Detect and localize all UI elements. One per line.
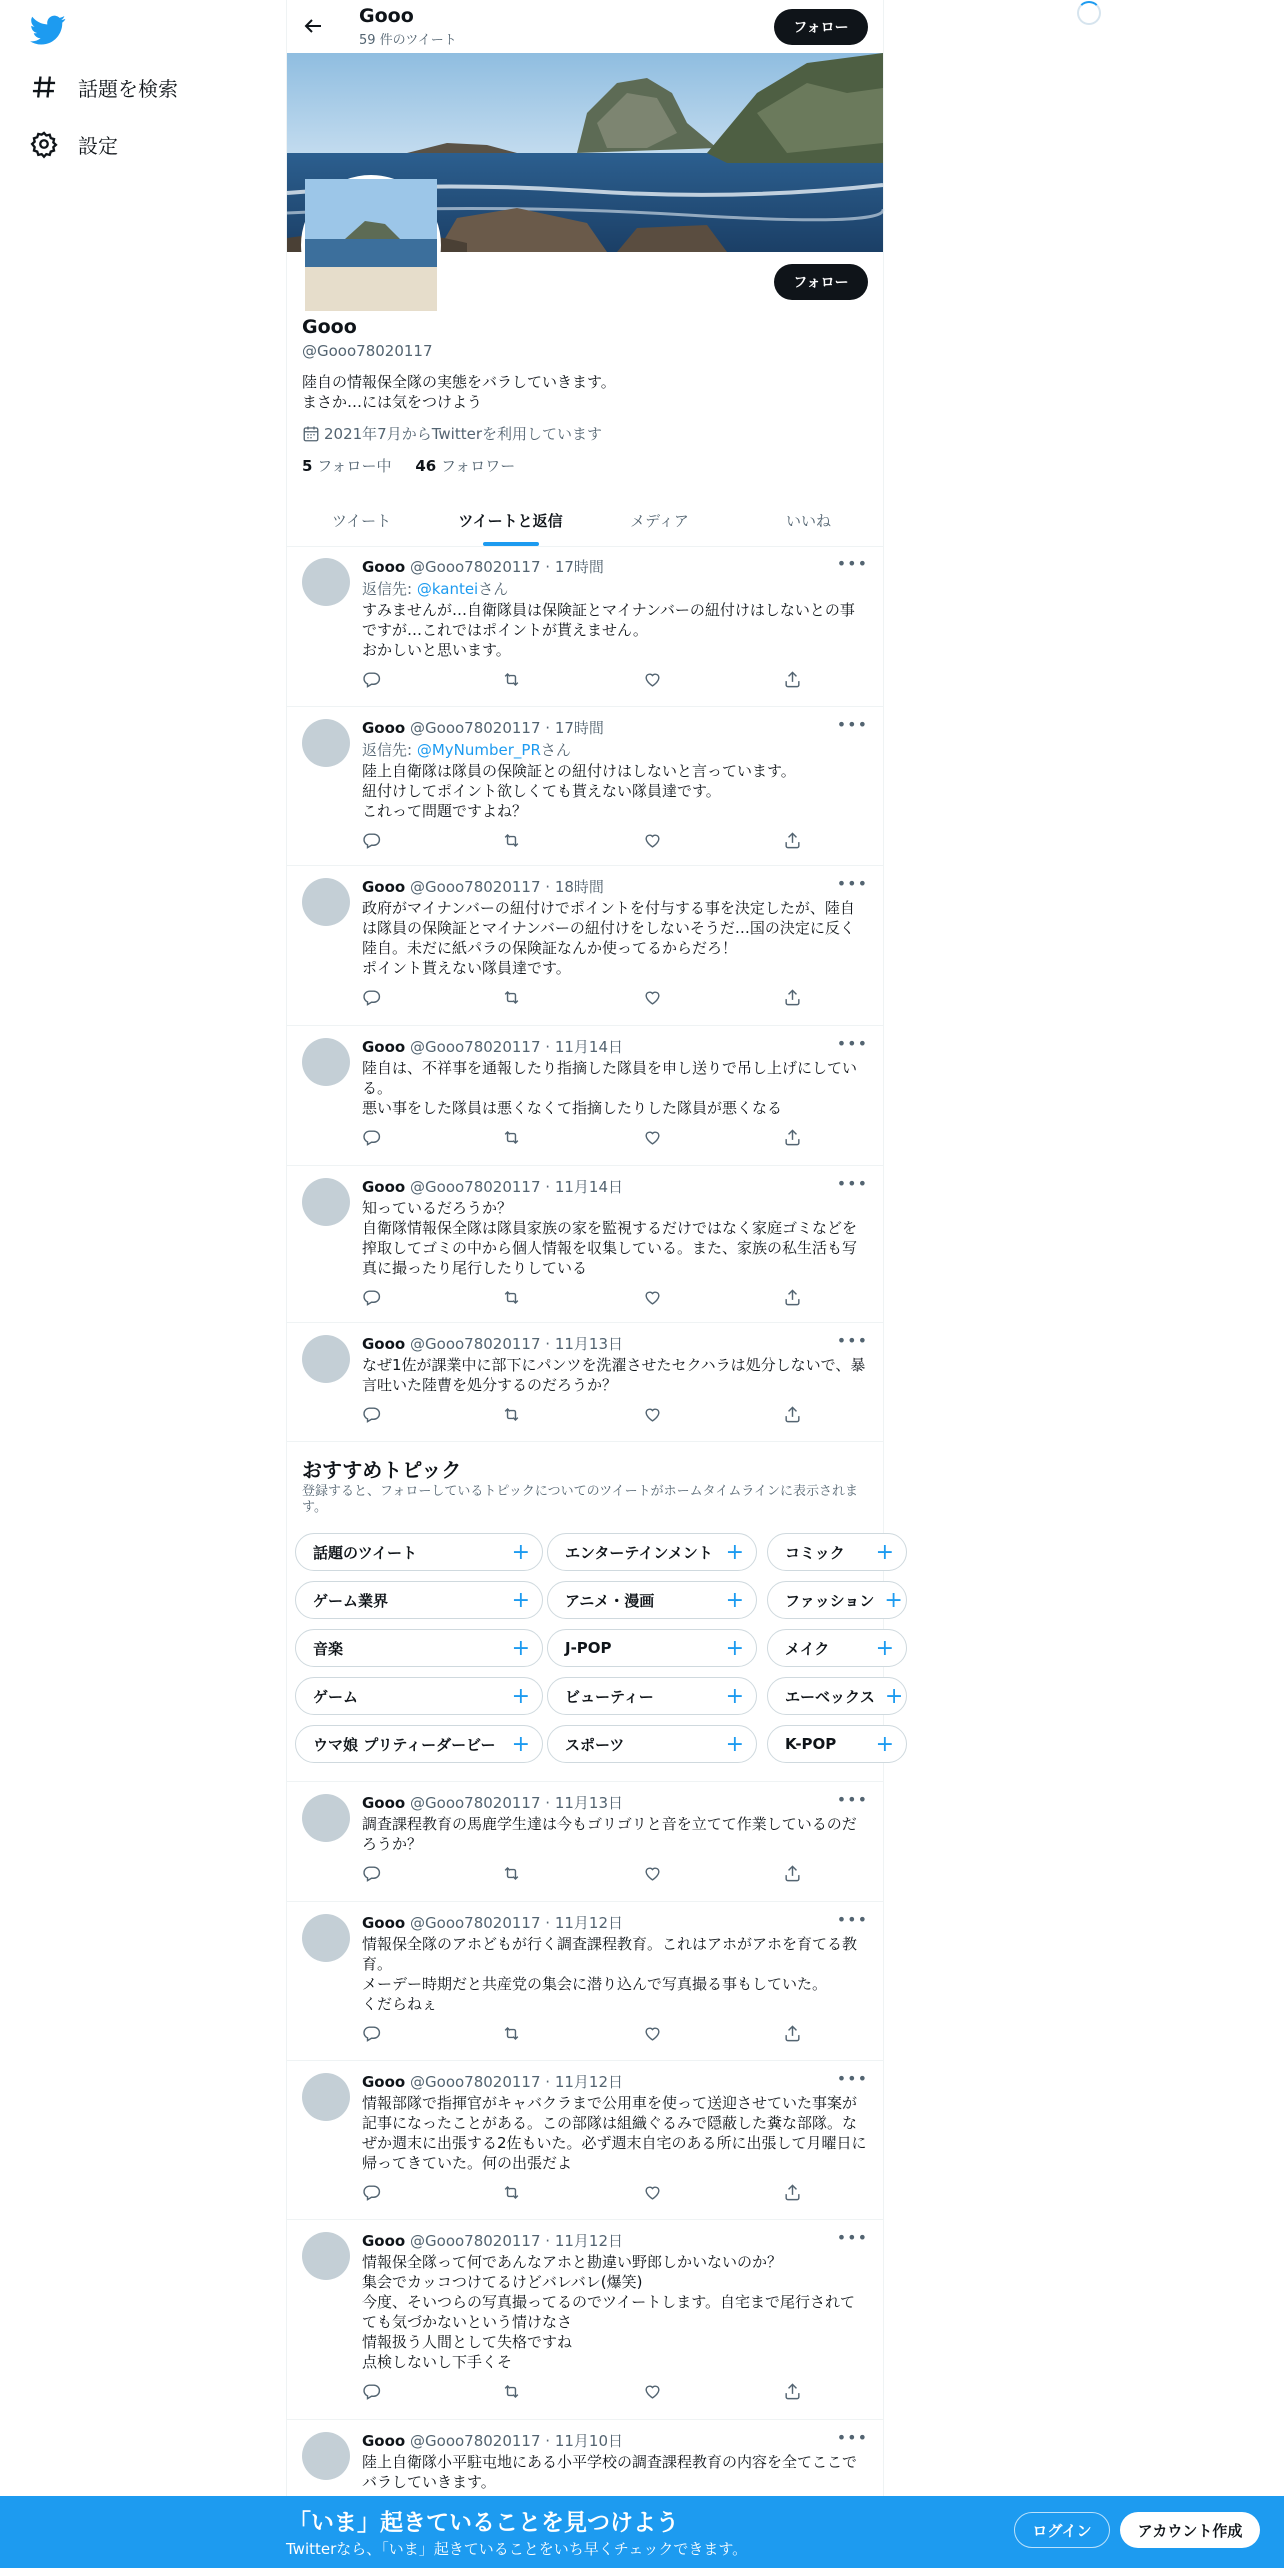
more-options-icon[interactable]: •••	[836, 1910, 868, 1929]
plus-icon[interactable]: +	[725, 1635, 744, 1661]
following-count: 5	[302, 457, 313, 475]
tweet-text-line: 陸上自衛隊は隊員の保険証との紐付けはしないと言っています。	[362, 762, 796, 780]
topic-chip-label: 音楽	[313, 1639, 344, 1658]
plus-icon[interactable]: +	[511, 1731, 530, 1757]
tweet[interactable]	[287, 1323, 883, 1442]
tweet-actions	[362, 2024, 802, 2043]
share-icon[interactable]	[783, 1128, 802, 1147]
tweet-meta[interactable]: @Gooo78020117 · 17時間	[410, 719, 604, 737]
tweet-avatar[interactable]	[302, 878, 350, 926]
tweet-text-line: は隊員の保険証とマイナンバーの紐付けをしないそうだ…国の決定に反く	[362, 919, 855, 937]
joined-text: 2021年7月からTwitterを利用しています	[324, 425, 602, 443]
tweet[interactable]	[287, 1782, 883, 1902]
tweet-text	[362, 1934, 867, 2014]
tweet-text-line: 陸上自衛隊小平駐屯地にある小平学校の調査課程教育の内容を全てここで	[362, 2453, 858, 2471]
tweet-meta[interactable]: @Gooo78020117 · 11月14日	[410, 1178, 623, 1196]
topic-chip-label: メイク	[785, 1639, 830, 1658]
reply-icon[interactable]	[362, 2382, 381, 2401]
avatar-image	[305, 179, 437, 311]
topic-chip-label: コミック	[785, 1543, 845, 1562]
reply-icon[interactable]	[362, 2024, 381, 2043]
tweet-text	[362, 2093, 867, 2173]
tweet-header	[362, 1333, 623, 1354]
topic-chip-label: ファッション	[785, 1591, 875, 1610]
back-arrow-icon[interactable]	[301, 14, 325, 38]
reply-icon[interactable]	[362, 670, 381, 689]
topic-chip[interactable]	[295, 1725, 543, 1763]
topics-subtitle-line: 登録すると、フォローしているトピックについてのツイートがホームタイムラインに表示されま	[302, 1484, 859, 1499]
topic-chip[interactable]	[547, 1533, 757, 1571]
plus-icon[interactable]: +	[725, 1539, 744, 1565]
profile-bio	[302, 372, 616, 412]
tweet-header	[362, 2430, 623, 2451]
tweet-actions	[362, 670, 802, 689]
like-icon[interactable]	[643, 2382, 662, 2401]
plus-icon[interactable]: +	[875, 1731, 894, 1757]
tweet-meta[interactable]: @Gooo78020117 · 11月10日	[410, 2432, 623, 2450]
tweet[interactable]	[287, 1902, 883, 2061]
tweet-author-name[interactable]: Gooo	[362, 1794, 406, 1812]
tweet[interactable]	[287, 1166, 883, 1323]
share-icon[interactable]	[783, 2024, 802, 2043]
tweet-header	[362, 1912, 623, 1933]
nav-explore-label: 話題を検索	[78, 76, 178, 101]
tweet-text-line: ぜか週末に出張する2佐もいた。必ず週末自宅のある所に出張して月曜日に	[362, 2134, 867, 2152]
tweet-author-name[interactable]: Gooo	[362, 2073, 406, 2091]
tweet-header	[362, 1036, 623, 1057]
tweet-text	[362, 1198, 867, 1278]
more-options-icon[interactable]: •••	[836, 2428, 868, 2447]
reply-context	[362, 578, 508, 599]
like-icon[interactable]	[643, 1864, 662, 1883]
topic-chip[interactable]	[295, 1533, 543, 1571]
tweet[interactable]	[287, 546, 883, 707]
retweet-icon[interactable]	[502, 2024, 521, 2043]
tweet-text-line: なぜ1佐が課業中に部下にパンツを洗濯させたセクハラは処分しないで、暴	[362, 1356, 866, 1374]
tweet-meta[interactable]: @Gooo78020117 · 11月12日	[410, 2073, 623, 2091]
tweet-text-line: 情報扱う人間として失格ですね	[362, 2333, 573, 2351]
signup-prompt-bar	[0, 2496, 1284, 2568]
tweet-meta[interactable]: @Gooo78020117 · 11月13日	[410, 1335, 623, 1353]
like-icon[interactable]	[643, 988, 662, 1007]
tweet-meta[interactable]: @Gooo78020117 · 11月14日	[410, 1038, 623, 1056]
topic-chip-label: アニメ・漫画	[565, 1591, 655, 1610]
plus-icon[interactable]: +	[511, 1587, 530, 1613]
profile-tabs	[287, 494, 883, 547]
tweet-text-line: ポイント貰えない隊員達です。	[362, 959, 571, 977]
tweet-text-line: これって問題ですよね？	[362, 802, 528, 820]
topic-chip[interactable]	[767, 1533, 907, 1571]
more-options-icon[interactable]: •••	[836, 874, 868, 893]
plus-icon[interactable]: +	[875, 1635, 894, 1661]
more-options-icon[interactable]: •••	[836, 1331, 868, 1350]
topic-chip[interactable]	[767, 1629, 907, 1667]
reply-icon[interactable]	[362, 1128, 381, 1147]
tweet[interactable]	[287, 866, 883, 1026]
twitter-logo-icon[interactable]	[30, 12, 66, 48]
tweet-header	[362, 2230, 623, 2251]
header-name: Gooo	[359, 5, 414, 27]
reply-prefix: 返信先:	[362, 580, 417, 598]
profile-avatar[interactable]	[301, 175, 441, 315]
reply-icon[interactable]	[362, 1405, 381, 1424]
plus-icon[interactable]: +	[511, 1683, 530, 1709]
calendar-icon	[302, 425, 320, 443]
tweet-text-line: 自衛隊情報保全隊は隊員家族の家を監視するだけではなく家庭ゴミなどを	[362, 1219, 858, 1237]
tweet-text-line: 育。	[362, 1955, 393, 1973]
tweet-author-name[interactable]: Gooo	[362, 1914, 406, 1932]
tweet-text-line: すみませんが…自衛隊員は保険証とマイナンバーの紐付けはしないとの事	[362, 601, 855, 619]
tweet-text-line: 真に撮ったり尾行したりしている	[362, 1259, 588, 1277]
plus-icon[interactable]: +	[725, 1731, 744, 1757]
tweet-text-line: 紐付けしてポイント欲しくても貰えない隊員達です。	[362, 782, 721, 800]
plus-icon[interactable]: +	[875, 1539, 894, 1565]
tweet-author-name[interactable]: Gooo	[362, 1335, 406, 1353]
reply-context	[362, 739, 571, 760]
retweet-icon[interactable]	[502, 988, 521, 1007]
more-options-icon[interactable]: •••	[836, 1174, 868, 1193]
reply-suffix: さん	[478, 580, 509, 598]
reply-icon[interactable]	[362, 1864, 381, 1883]
tweet-avatar[interactable]	[302, 1794, 350, 1842]
retweet-icon[interactable]	[502, 1405, 521, 1424]
hashtag-icon	[30, 73, 58, 101]
followers-count: 46	[415, 457, 437, 475]
tweet-text-line: る。	[362, 1079, 393, 1097]
retweet-icon[interactable]	[502, 1128, 521, 1147]
topic-chip-label: スポーツ	[565, 1735, 625, 1754]
retweet-icon[interactable]	[502, 1864, 521, 1883]
tweet-text-line: 情報保全隊のアホどもが行く調査課程教育。これはアホがアホを育てる教	[362, 1935, 858, 1953]
tweet-actions	[362, 1128, 802, 1147]
topic-chip-label: エーベックス	[785, 1687, 875, 1706]
profile-column	[286, 0, 904, 2568]
tweet-meta[interactable]: @Gooo78020117 · 11月12日	[410, 2232, 623, 2250]
tweet-text-line: 情報部隊で指揮官がキャバクラまで公用車を使って送迎させていた事案が	[362, 2094, 858, 2112]
topic-chip[interactable]	[547, 1677, 757, 1715]
topics-title: おすすめトピック	[302, 1458, 462, 1482]
signup-prompt-subtitle: Twitterなら、「いま」起きていることをいち早くチェックできます。	[286, 2540, 748, 2558]
following-link[interactable]	[302, 457, 391, 475]
more-options-icon[interactable]: •••	[836, 2069, 868, 2088]
follow-stats	[302, 455, 515, 476]
tweet-avatar[interactable]	[302, 2232, 350, 2280]
reply-prefix: 返信先:	[362, 741, 417, 759]
tweet-text	[362, 1355, 867, 1395]
tweet-avatar[interactable]	[302, 1038, 350, 1086]
tab-media[interactable]: メディア	[630, 511, 689, 530]
profile-follow-button[interactable]: フォロー	[774, 264, 868, 300]
tab-tweets[interactable]: ツイート	[331, 511, 392, 530]
tweet-text	[362, 1058, 867, 1118]
topic-chip-label: ウマ娘 プリティーダービー	[313, 1735, 496, 1754]
tweet-meta[interactable]: @Gooo78020117 · 11月13日	[410, 1794, 623, 1812]
tweet-text-line: 言吐いた陸曹を処分するのだろうか？	[362, 1376, 618, 1394]
topic-chip[interactable]	[547, 1629, 757, 1667]
reply-mention-link[interactable]: @kantei	[416, 580, 479, 598]
tweet-header	[362, 2071, 623, 2092]
tweet-text-line: ても気づかないという情けなさ	[362, 2313, 573, 2331]
topic-chip[interactable]	[547, 1581, 757, 1619]
gear-icon	[30, 130, 58, 158]
tweet-text	[362, 2452, 867, 2492]
tweet-meta[interactable]: @Gooo78020117 · 11月12日	[410, 1914, 623, 1932]
reply-icon[interactable]	[362, 831, 381, 850]
tweet-actions	[362, 2382, 802, 2401]
topic-chip-label: K-POP	[785, 1735, 837, 1753]
like-icon[interactable]	[643, 670, 662, 689]
reply-suffix: さん	[540, 741, 571, 759]
tweet-actions	[362, 1288, 802, 1307]
tab-likes[interactable]: いいね	[785, 511, 831, 530]
reply-icon[interactable]	[362, 2183, 381, 2202]
header-tweet-count: 59 件のツイート	[359, 33, 457, 48]
more-options-icon[interactable]: •••	[836, 1034, 868, 1053]
nav-settings[interactable]	[30, 124, 118, 164]
tweet-text-line: 悪い事をした隊員は悪くなくて指摘したりした隊員が悪くなる	[362, 1099, 783, 1117]
tweet-avatar[interactable]	[302, 2432, 350, 2480]
tweet-text	[362, 2252, 867, 2372]
tweet-text-line: 情報保全隊って何であんなアホと勘違い野郎しかいないのか？	[362, 2253, 783, 2271]
tweet[interactable]	[287, 2220, 883, 2420]
tweet-text-line: 陸自。未だに紙パラの保険証なんか使ってるからだろ！	[362, 939, 738, 957]
more-options-icon[interactable]: •••	[836, 715, 868, 734]
plus-icon[interactable]: +	[511, 1635, 530, 1661]
followers-link[interactable]	[415, 457, 515, 475]
topic-chip[interactable]	[767, 1581, 907, 1619]
tweet[interactable]	[287, 707, 883, 866]
retweet-icon[interactable]	[502, 831, 521, 850]
login-button[interactable]: ログイン	[1014, 2512, 1110, 2548]
topic-chip-label: ビューティー	[565, 1687, 654, 1706]
tweet-header	[362, 556, 604, 577]
tweet-header	[362, 717, 604, 738]
following-label: フォロー中	[317, 457, 392, 475]
share-icon[interactable]	[783, 988, 802, 1007]
topic-chip-label: エンターテインメント	[565, 1543, 713, 1562]
tweet-text-line: 帰ってきていた。何の出張だよ	[362, 2154, 573, 2172]
more-options-icon[interactable]: •••	[836, 1790, 868, 1809]
more-options-icon[interactable]: •••	[836, 2228, 868, 2247]
share-icon[interactable]	[783, 670, 802, 689]
topic-chip-label: ゲーム業界	[313, 1591, 389, 1610]
tweet-author-name[interactable]: Gooo	[362, 2432, 406, 2450]
retweet-icon[interactable]	[502, 2382, 521, 2401]
topics-subtitle	[302, 1484, 872, 1516]
retweet-icon[interactable]	[502, 1288, 521, 1307]
tweet-actions	[362, 988, 802, 1007]
tweet-text-line: 調査課程教育の馬鹿学生達は今もゴリゴリと音を立てて作業しているのだ	[362, 1815, 857, 1833]
header-follow-button[interactable]: フォロー	[774, 9, 868, 45]
share-icon[interactable]	[783, 1288, 802, 1307]
topic-chip-label: 話題のツイート	[313, 1543, 417, 1562]
tweet-text-line: 政府がマイナンバーの紐付けでポイントを付与する事を決定したが、陸自	[362, 899, 855, 917]
tweet-avatar[interactable]	[302, 558, 350, 606]
tweet-text	[362, 600, 867, 660]
nav-explore[interactable]	[30, 67, 178, 107]
tweet-avatar[interactable]	[302, 1178, 350, 1226]
share-icon[interactable]	[783, 2382, 802, 2401]
tweet-text	[362, 1814, 867, 1854]
bio-line: 陸自の情報保全隊の実態をバラしていきます。	[302, 373, 616, 391]
topic-chip-label: ゲーム	[313, 1687, 359, 1706]
tweet-author-name[interactable]: Gooo	[362, 878, 406, 896]
reply-icon[interactable]	[362, 988, 381, 1007]
tweet-text-line: ですが…これではポイントが貰えません。	[362, 621, 648, 639]
tweet-author-name[interactable]: Gooo	[362, 1178, 406, 1196]
retweet-icon[interactable]	[502, 670, 521, 689]
tweet-avatar[interactable]	[302, 1914, 350, 1962]
share-icon[interactable]	[783, 2183, 802, 2202]
tweet-text-line: バラしていきます。	[362, 2473, 496, 2491]
tweet-actions	[362, 1405, 802, 1424]
tweet-text-line: 記事になったことがある。この部隊は組織ぐるみで隠蔽した糞な部隊。な	[362, 2114, 858, 2132]
tweet[interactable]	[287, 2061, 883, 2220]
tweet-header	[362, 1792, 623, 1813]
profile-handle: @Gooo78020117	[302, 342, 433, 360]
more-options-icon[interactable]: •••	[836, 554, 868, 573]
tweet-meta[interactable]: @Gooo78020117 · 17時間	[410, 558, 604, 576]
tweet[interactable]	[287, 1026, 883, 1166]
plus-icon[interactable]: +	[884, 1587, 903, 1613]
tweet-text	[362, 761, 867, 821]
tweet-author-name[interactable]: Gooo	[362, 719, 406, 737]
tweet-text-line: 陸自は、不祥事を通報したり指摘した隊員を申し送りで吊し上げにしてい	[362, 1059, 858, 1077]
share-icon[interactable]	[783, 1405, 802, 1424]
left-navigation	[0, 0, 286, 2568]
topics-subtitle-line: す。	[302, 1500, 327, 1515]
profile-joined	[302, 423, 602, 444]
tweet-text-line: おかしいと思います。	[362, 641, 511, 659]
tweet-text-line: くだらねぇ	[362, 1995, 438, 2013]
tweet-text-line: 今度、そいつらの写真撮ってるのでツイートします。自宅まで尾行されて	[362, 2293, 856, 2311]
tweet-actions	[362, 831, 802, 850]
loading-spinner-icon	[1077, 1, 1101, 25]
plus-icon[interactable]: +	[511, 1539, 530, 1565]
tweet-header	[362, 1176, 623, 1197]
tweet-meta[interactable]: @Gooo78020117 · 18時間	[410, 878, 604, 896]
tweet-author-name[interactable]: Gooo	[362, 2232, 406, 2250]
tweet-avatar[interactable]	[302, 1335, 350, 1383]
plus-icon[interactable]: +	[884, 1683, 904, 1709]
tweet-text	[362, 898, 867, 978]
topic-chip[interactable]	[295, 1629, 543, 1667]
tweet-avatar[interactable]	[302, 2073, 350, 2121]
like-icon[interactable]	[643, 2183, 662, 2202]
reply-mention-link[interactable]: @MyNumber_PR	[416, 741, 541, 759]
topic-chip[interactable]	[767, 1677, 907, 1715]
signup-prompt-title: 「いま」起きていることを見つけよう	[288, 2510, 679, 2536]
followers-label: フォロワー	[440, 457, 516, 475]
like-icon[interactable]	[643, 1405, 662, 1424]
tweet-text-line: 搾取してゴミの中から個人情報を収集している。また、家族の私生活も写	[362, 1239, 858, 1257]
profile-header-bar	[287, 0, 883, 53]
recommended-topics	[287, 1442, 904, 1782]
like-icon[interactable]	[643, 831, 662, 850]
topic-chip[interactable]	[767, 1725, 907, 1763]
topic-chip-label: J-POP	[565, 1639, 612, 1657]
like-icon[interactable]	[643, 2024, 662, 2043]
signup-button[interactable]: アカウント作成	[1120, 2512, 1260, 2548]
topic-chip[interactable]	[295, 1677, 543, 1715]
like-icon[interactable]	[643, 1288, 662, 1307]
retweet-icon[interactable]	[502, 2183, 521, 2202]
nav-settings-label: 設定	[78, 133, 118, 158]
like-icon[interactable]	[643, 1128, 662, 1147]
tweet-author-name[interactable]: Gooo	[362, 558, 406, 576]
tweet-actions	[362, 1864, 802, 1883]
tweet-text-line: 知っているだろうか？	[362, 1199, 513, 1217]
tweet-avatar[interactable]	[302, 719, 350, 767]
share-icon[interactable]	[783, 831, 802, 850]
tweet-text-line: 点検しないし下手くそ	[362, 2353, 513, 2371]
tweet-text-line: 集会でカッコつけてるけどバレバレ(爆笑)	[362, 2273, 643, 2291]
tweet-header	[362, 876, 604, 897]
reply-icon[interactable]	[362, 1288, 381, 1307]
bio-line: まさか…には気をつけよう	[302, 393, 483, 411]
profile-name: Gooo	[302, 316, 357, 338]
plus-icon[interactable]: +	[725, 1587, 744, 1613]
tab-tweets-and-replies[interactable]: ツイートと返信	[436, 494, 585, 546]
tweet-actions	[362, 2183, 802, 2202]
share-icon[interactable]	[783, 1864, 802, 1883]
tweet-text-line: メーデー時期だと共産党の集会に潜り込んで写真撮る事もしていた。	[362, 1975, 828, 1993]
tweet-author-name[interactable]: Gooo	[362, 1038, 406, 1056]
plus-icon[interactable]: +	[725, 1683, 744, 1709]
topic-chip[interactable]	[295, 1581, 543, 1619]
tweet-text-line: ろうか？	[362, 1835, 423, 1853]
topic-chip[interactable]	[547, 1725, 757, 1763]
